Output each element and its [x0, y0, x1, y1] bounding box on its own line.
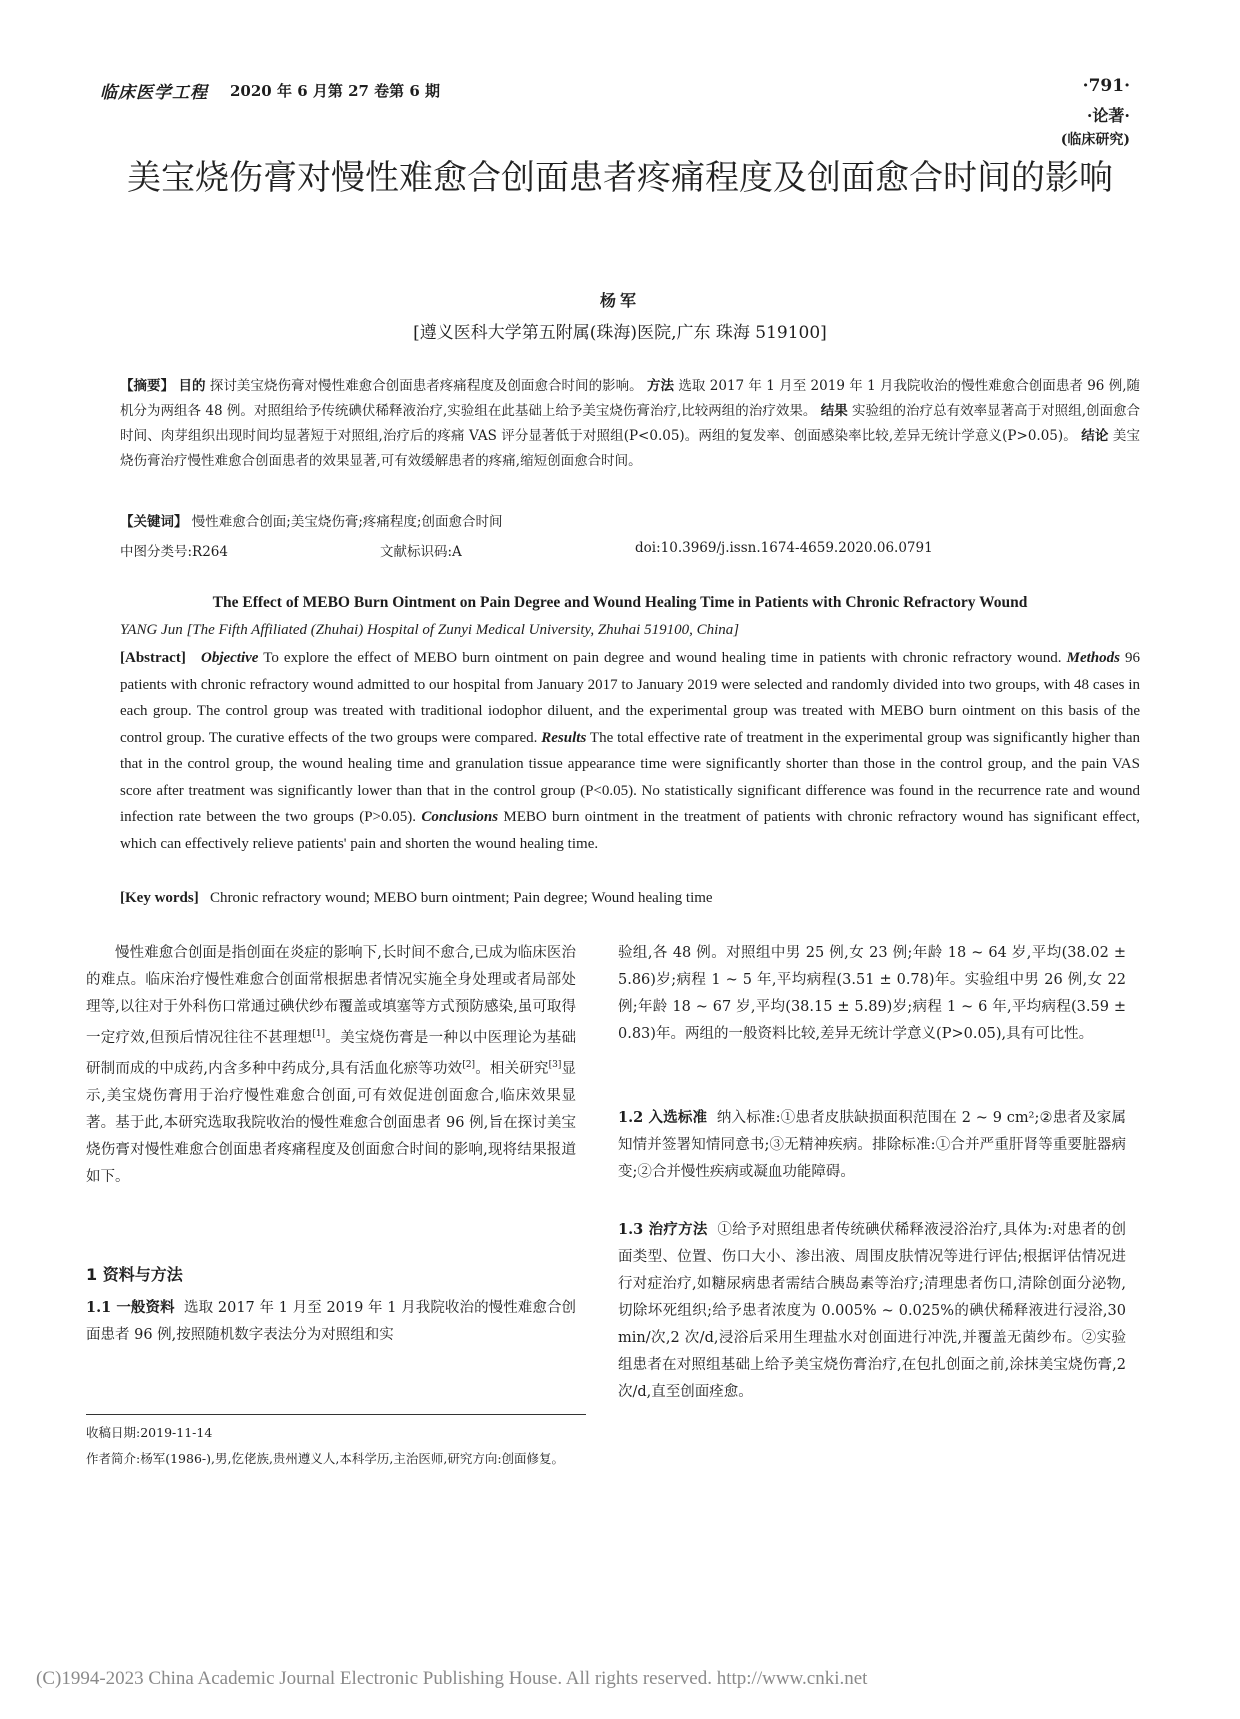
- section-1-1-heading: 1.1 一般资料: [86, 1299, 175, 1316]
- results-text: 实验组的治疗总有效率显著高于对照组,创面愈合时间、肉芽组织出现时间均显著短于对照组,治疗后的疼痛 VAS 评分显著低于对照组(P<0.05)。两组的复发率、创面感染率比较,差异无统计学意义(P>0.05)。: [120, 403, 1141, 444]
- section-1-heading: 1 资料与方法: [86, 1265, 183, 1284]
- section-1-1-text-left: 选取 2017 年 1 月至 2019 年 1 月我院收治的慢性难愈合创面患者 96 例,按照随机数字表法分为对照组和实: [86, 1300, 577, 1343]
- footnote-author-bio: 作者简介:杨军(1986-),男,仡佬族,贵州遵义人,本科学历,主治医师,研究方向:创面修复。: [86, 1451, 565, 1466]
- keywords-label: 【关键词】: [120, 514, 188, 530]
- citation-2: [2]: [462, 1059, 476, 1070]
- methods-en-text: 96 patients with chronic refractory wound admitted to our hospital from January 2017 to January 2019 were selected and randomly divided into two groups, with 48 cases in each group. The control group was treated with traditional iodophor diluent, and the experimental group was treated with MEBO burn ointment on this basis of the control group. The curative effects of the two groups were compared.: [120, 650, 1141, 746]
- conclusion-label: 结论: [1081, 428, 1109, 444]
- keywords-en-label: [Key words]: [120, 890, 199, 906]
- section-1-3: [618, 1216, 1126, 1406]
- copyright-notice: (C)1994-2023 China Academic Journal Electronic Publishing House. All rights reserved. http://www.cnki.net: [36, 1668, 868, 1689]
- doi: doi:10.3969/j.issn.1674-4659.2020.06.0791: [635, 540, 933, 556]
- abstract-en: [120, 645, 1140, 857]
- intro-part-d: 显示,美宝烧伤膏用于治疗慢性难愈合创面,可有效促进创面愈合,临床效果显著。基于此,本研究选取我院收治的慢性难愈合创面患者 96 例,旨在探讨美宝烧伤膏对慢性难愈合创面患者疼痛程度及创面愈合时间的影响,现将结果报道如下。: [86, 1060, 577, 1185]
- author-en: YANG Jun [The Fifth Affiliated (Zhuhai) Hospital of Zunyi Medical University, Zhuhai 519100, China]: [120, 622, 740, 638]
- objective-text: 探讨美宝烧伤膏对慢性难愈合创面患者疼痛程度及创面愈合时间的影响。: [209, 378, 643, 394]
- methods-en-label: Methods: [1066, 650, 1120, 666]
- results-en-text: The total effective rate of treatment in the experimental group was significantly higher than that in the control group, the wound healing time and granulation tissue appearance time were significantly shorter than those in the control group, and the pain VAS score after treatment was significantly lower than that in the control group (P<0.05). No statistically significant difference was found in the recurrence rate and wound infection rate between the two groups (P>0.05).: [120, 729, 1140, 825]
- keywords-cn: [120, 510, 1140, 535]
- conclusion-en-label: Conclusions: [421, 809, 499, 825]
- objective-label: 目的: [178, 378, 206, 394]
- section-1-1: [86, 1294, 576, 1349]
- document-code: 文献标识码:A: [380, 544, 462, 560]
- keywords-en: [120, 890, 1140, 907]
- abstract-en-label: [Abstract]: [120, 650, 186, 666]
- introduction: [86, 940, 576, 1191]
- sub-column-label: (临床研究): [1060, 132, 1130, 148]
- objective-en-text: To explore the effect of MEBO burn ointment on pain degree and wound healing time in patients with chronic refractory wound.: [263, 650, 1062, 666]
- footnote-divider: [86, 1414, 586, 1415]
- methods-label: 方法: [647, 378, 675, 394]
- article-title-en: The Effect of MEBO Burn Ointment on Pain Degree and Wound Healing Time in Patients with Chronic Refractory Wound: [212, 594, 1028, 611]
- citation-1: [1]: [312, 1029, 326, 1039]
- section-1-1-continued: 验组,各 48 例。对照组中男 25 例,女 23 例;年龄 18 ~ 64 岁,平均(38.02 ± 5.86)岁;病程 1 ~ 5 年,平均病程(3.51 ± 0.78)年。实验组中男 26 例,女 22 例;年龄 18 ~ 67 岁,平均(38.15 ± 5.89)岁;病程 1 ~ 6 年,平均病程(3.59 ± 0.83)年。两组的一般资料比较,差异无统计学意义(P>0.05),具有可比性。: [618, 945, 1126, 1042]
- intro-part-c: 。相关研究: [475, 1060, 549, 1077]
- affiliation-cn: [遵义医科大学第五附属(珠海)医院,广东 珠海 519100]: [413, 323, 827, 343]
- journal-issue: 2020 年 6 月第 27 卷第 6 期: [230, 82, 441, 100]
- conclusion-text: 美宝烧伤膏治疗慢性难愈合创面患者的效果显著,可有效缓解患者的疼痛,缩短创面愈合时间。: [120, 428, 1141, 469]
- intro-part-b: 。美宝烧伤膏是一种以中医理论为基础研制而成的中成药,内含多种中药成分,具有活血化瘀等功效: [86, 1029, 577, 1077]
- footnote-received: 收稿日期:2019-11-14: [86, 1425, 213, 1440]
- citation-3: [3]: [548, 1059, 562, 1070]
- keywords-text: 慢性难愈合创面;美宝烧伤膏;疼痛程度;创面愈合时间: [191, 514, 503, 530]
- section-1-2: [618, 1104, 1126, 1186]
- clc-number: 中图分类号:R264: [120, 544, 228, 560]
- keywords-en-text: Chronic refractory wound; MEBO burn ointment; Pain degree; Wound healing time: [210, 890, 713, 906]
- abstract-cn: [120, 374, 1140, 474]
- methods-text: 选取 2017 年 1 月至 2019 年 1 月我院收治的慢性难愈合创面患者 96 例,随机分为两组各 48 例。对照组给予传统碘伏稀释液治疗,实验组在此基础上给予美宝烧伤膏治疗,比较两组的治疗效果。: [120, 378, 1141, 419]
- column-label: ·论著·: [1086, 106, 1130, 125]
- author-cn: 杨军: [599, 291, 640, 310]
- section-1-2-heading: 1.2 入选标准: [618, 1109, 708, 1126]
- section-1-3-text: ①给予对照组患者传统碘伏稀释液浸浴治疗,具体为:对患者的创面类型、位置、伤口大小、渗出液、周围皮肤情况等进行评估;根据评估情况进行对症治疗,如糖尿病患者需结合胰岛素等治疗;清理患者伤口,清除创面分泌物,切除坏死组织;给予患者浓度为 0.005% ~ 0.025%的碘伏稀释液进行浸浴,30 min/次,2 次/d,浸浴后采用生理盐水对创面进行冲洗,并覆盖无菌纱布。②实验组患者在对照组基础上给予美宝烧伤膏治疗,在包扎创面之前,涂抹美宝烧伤膏,2 次/d,直至创面痊愈。: [618, 1222, 1126, 1400]
- article-title-cn: 美宝烧伤膏对慢性难愈合创面患者疼痛程度及创面愈合时间的影响: [127, 158, 1113, 198]
- conclusion-en-text: MEBO burn ointment in the treatment of patients with chronic refractory wound has significant effect, which can effectively relieve patients' pain and shorten the wound healing time.: [120, 809, 1141, 852]
- journal-name: 临床医学工程: [100, 83, 208, 103]
- intro-part-a: 慢性难愈合创面是指创面在炎症的影响下,长时间不愈合,已成为临床医治的难点。临床治疗慢性难愈合创面常根据患者情况实施全身处理或者局部处理等,以往对于外科伤口常通过碘伏纱布覆盖或填塞等方式预防感染,虽可取得一定疗效,但预后情况往往不甚理想: [86, 945, 576, 1046]
- abstract-label: 【摘要】: [120, 378, 175, 394]
- results-label: 结果: [820, 403, 848, 419]
- results-en-label: Results: [541, 729, 587, 746]
- objective-en-label: Objective: [200, 650, 259, 666]
- page-number: ·791·: [1082, 76, 1130, 96]
- section-1-2-text: 纳入标准:①患者皮肤缺损面积范围在 2 ~ 9 cm²;②患者及家属知情并签署知情同意书;③无精神疾病。排除标准:①合并严重肝肾等重要脏器病变;②合并慢性疾病或凝血功能障碍。: [618, 1110, 1126, 1180]
- section-1-3-heading: 1.3 治疗方法: [618, 1221, 708, 1238]
